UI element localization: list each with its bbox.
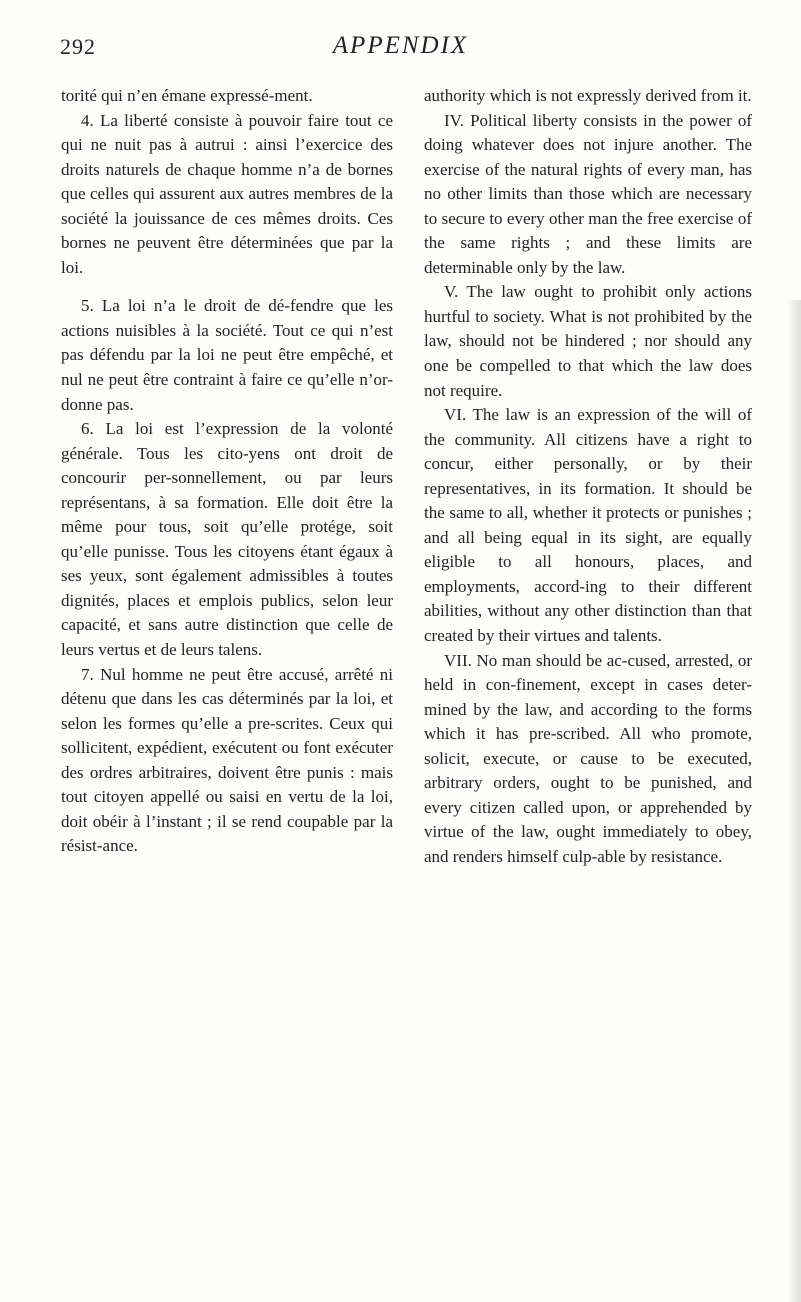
page-number: 292 (60, 34, 96, 59)
scan-page-edge-shadow (787, 300, 801, 1302)
english-article-6: VI. The law is an expression of the will of the community. All citizens have a right to concur, either personally, or by their representatives, in its formation. It should be the same to all, whether it protects or punishes ; and all being equal in its sight, are equally eligible to all honours, places, and employments, accord-ing to their different abilities, without any other distinction than that created by their virtues and talents. (424, 405, 752, 646)
french-paragraph-continuation: torité qui n’en émane expressé-ment. (61, 86, 313, 105)
running-title: APPENDIX (332, 32, 469, 59)
english-article-4: IV. Political liberty consists in the power of doing whatever does not injure another. The exercise of the natural rights of every man, has no other limits than those which are necessary to secure to every other man the free exercise of the same rights ; and these limits are determinable only by the law. (424, 110, 752, 277)
english-paragraph-continuation: authority which is not expressly derived from it. (424, 86, 752, 105)
french-article-5: 5. La loi n’a le droit de dé-fendre que les actions nuisibles à la société. Tout ce qui n’est pas défendu par la loi ne peut être empêché, et nul ne peut être contraint à faire ce qu’elle n’or-donne pas. (61, 296, 393, 414)
french-article-6: 6. La loi est l’expression de la volonté générale. Tous les cito-yens ont droit de concourir per-sonnellement, ou par leurs représentans, à sa formation. Elle doit être la même pour tous, soit qu’elle protége, soit qu’elle punisse. Tous les citoyens étant égaux à ses yeux, sont également admissibles à toutes dignités, places et emplois publics, selon leur capacité, et sans autre distinction que celle de leurs vertus et de leurs talens. (61, 419, 393, 660)
english-article-5: V. The law ought to prohibit only actions hurtful to society. What is not prohibited by the law, should not be hindered ; nor should any one be compelled to that which the law does not require. (424, 282, 752, 400)
french-article-7: 7. Nul homme ne peut être accusé, arrêté ni détenu que dans les cas déterminés par la loi, et selon les formes qu’elle a pre-scrites. Ceux qui sollicitent, expédient, exécutent ou font exécuter des ordres arbitraires, doivent être punis : mais tout citoyen appellé ou saisi en vertu de la loi, doit obéir à l’instant ; il se rend coupable par la résist-ance. (61, 664, 393, 856)
french-column (61, 84, 393, 859)
french-article-4: 4. La liberté consiste à pouvoir faire tout ce qui ne nuit pas à autrui : ainsi l’exercice des droits naturels de chaque homme n’a de bornes que celles qui assurent aux autres membres de la société la jouissance de ces mêmes droits. Ces bornes ne peuvent être déterminées que par la loi. (61, 110, 393, 277)
english-column (424, 84, 752, 870)
english-article-7: VII. No man should be ac-cused, arrested, or held in con-finement, except in cases deter-mined by the law, and according to the forms which it has pre-scribed. All who promote, solicit, execute, or cause to be executed, arbitrary orders, ought to be punished, and every citizen called upon, or apprehended by virtue of the law, ought immediately to obey, and renders himself culp-able by resistance. (424, 650, 752, 866)
